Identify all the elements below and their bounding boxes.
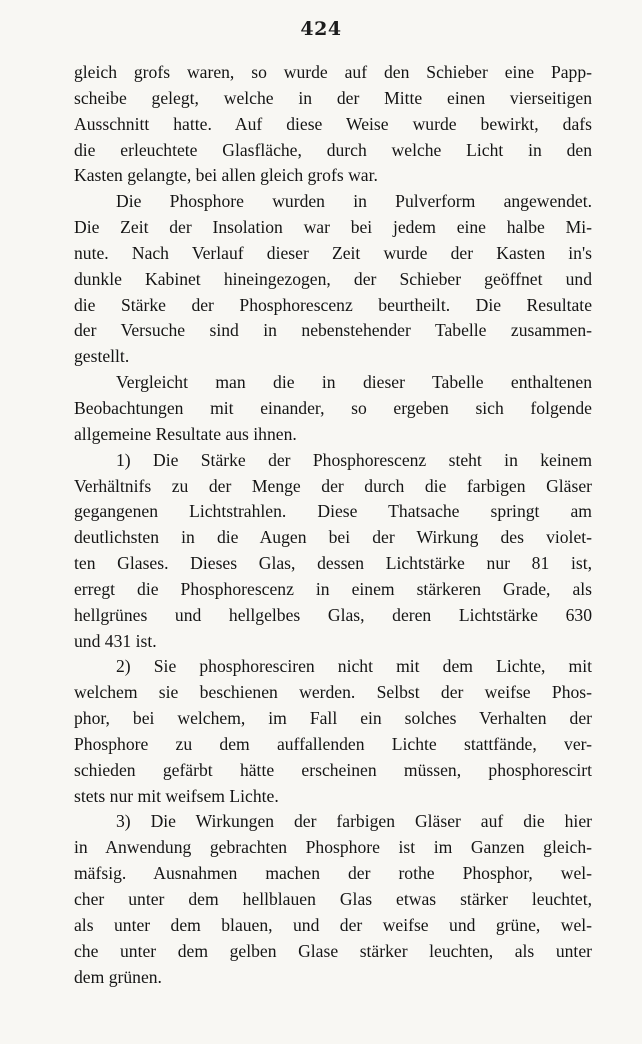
text-line: cher unter dem hellblauen Glas etwas stärker leuchtet, bbox=[74, 889, 592, 909]
text-line: allgemeine Resultate aus ihnen. bbox=[74, 423, 297, 444]
text-line: scheibe gelegt, welche in der Mitte einen vierseitigen bbox=[74, 87, 592, 108]
text-line: die Stärke der Phosphorescenz beurtheilt. Die Resultate bbox=[74, 294, 592, 315]
text-line: in Anwendung gebrachten Phosphore ist im Ganzen gleich- bbox=[74, 837, 592, 858]
text-line: gestellt. bbox=[74, 346, 130, 367]
text-line: ten Glases. Dieses Glas, dessen Lichtstärke nur 81 ist, bbox=[74, 553, 592, 574]
text-line: die erleuchtete Glasfläche, durch welche Licht in den bbox=[74, 139, 592, 160]
text-line: dunkle Kabinet hineingezogen, der Schieber geöffnet und bbox=[74, 268, 592, 289]
text-line: phor, bei welchem, im Fall ein solches Verhalten der bbox=[74, 708, 592, 729]
text-line: Vergleicht man die in dieser Tabelle enthaltenen bbox=[116, 372, 592, 393]
text-line: gegangenen Lichtstrahlen. Diese Thatsache springt am bbox=[74, 501, 592, 522]
paragraph bbox=[74, 370, 592, 448]
text-line: Die Zeit der Insolation war bei jedem eine halbe Mi- bbox=[74, 217, 592, 238]
text-line: mäfsig. Ausnahmen machen der rothe Phosphor, wel- bbox=[74, 863, 592, 884]
paragraph bbox=[74, 654, 592, 809]
text-line: nute. Nach Verlauf dieser Zeit wurde der Kasten in's bbox=[74, 242, 592, 263]
text-line: 2) Sie phosphoresciren nicht mit dem Lichte, mit bbox=[116, 656, 592, 677]
text-line: che unter dem gelben Glase stärker leuchten, als unter bbox=[74, 940, 592, 961]
text-line: dem grünen. bbox=[74, 966, 162, 987]
text-line: der Versuche sind in nebenstehender Tabelle zusammen- bbox=[74, 320, 592, 341]
text-line: Phosphore zu dem auffallenden Lichte stattfände, ver- bbox=[74, 733, 592, 754]
text-line: stets nur mit weifsem Lichte. bbox=[74, 785, 279, 806]
text-line: schieden gefärbt hätte erscheinen müssen, phosphorescirt bbox=[74, 759, 592, 780]
text-line: 3) Die Wirkungen der farbigen Gläser auf die hier bbox=[116, 811, 592, 832]
paragraph bbox=[74, 809, 592, 990]
paragraph bbox=[74, 448, 592, 655]
text-line: Kasten gelangte, bei allen gleich grofs war. bbox=[74, 165, 378, 186]
paragraph bbox=[74, 60, 592, 189]
text-line: deutlichsten in die Augen bei der Wirkung des violet- bbox=[74, 527, 592, 548]
text-line: Die Phosphore wurden in Pulverform angewendet. bbox=[116, 191, 592, 212]
text-line: Beobachtungen mit einander, so ergeben sich folgende bbox=[74, 397, 592, 418]
paragraph bbox=[74, 189, 592, 370]
text-line: hellgrünes und hellgelbes Glas, deren Lichtstärke 630 bbox=[74, 604, 592, 625]
text-line: und 431 ist. bbox=[74, 630, 157, 651]
text-line: Verhältnifs zu der Menge der durch die farbigen Gläser bbox=[74, 475, 592, 496]
body-text bbox=[74, 60, 592, 990]
text-line: Ausschnitt hatte. Auf diese Weise wurde bewirkt, dafs bbox=[74, 113, 592, 134]
text-line: 1) Die Stärke der Phosphorescenz steht in keinem bbox=[116, 449, 592, 470]
page-number: 424 bbox=[300, 18, 342, 40]
text-line: als unter dem blauen, und der weifse und grüne, wel- bbox=[74, 914, 592, 935]
text-line: erregt die Phosphorescenz in einem stärkeren Grade, als bbox=[74, 578, 592, 599]
text-line: gleich grofs waren, so wurde auf den Schieber eine Papp- bbox=[74, 62, 592, 82]
text-line: welchem sie beschienen werden. Selbst der weifse Phos- bbox=[74, 682, 592, 703]
